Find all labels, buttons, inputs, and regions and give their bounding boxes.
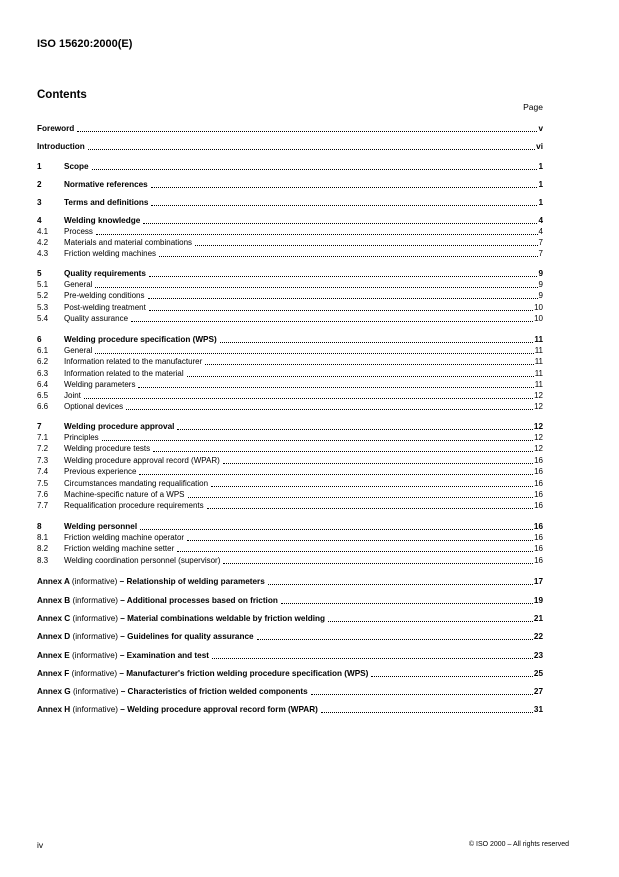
toc-entry-number: 6.6 — [37, 402, 49, 411]
toc-entry-informative-tag: (informative) — [72, 687, 119, 696]
toc-entry-title — [64, 369, 184, 379]
toc-entry-title — [37, 124, 74, 134]
toc-entry-title-text: Information related to the material — [64, 369, 184, 378]
toc-entry[interactable] — [37, 227, 543, 237]
toc-entry-number: 8.1 — [37, 533, 49, 542]
toc-entry-title — [64, 216, 140, 226]
toc-entry-title-text: Welding coordination personnel (supervisor) — [64, 556, 221, 565]
toc-entry-page: 9 — [538, 291, 543, 300]
toc-dot-leader — [328, 620, 533, 622]
toc-entry-page: 17 — [533, 577, 543, 586]
toc-entry-page: 4 — [538, 216, 543, 225]
toc-entry[interactable] — [37, 651, 543, 661]
toc-entry[interactable] — [37, 456, 543, 466]
toc-entry[interactable] — [37, 596, 543, 606]
toc-entry[interactable] — [37, 124, 543, 134]
toc-entry-number: 8.2 — [37, 544, 49, 553]
toc-entry[interactable] — [37, 402, 543, 412]
toc-entry[interactable] — [37, 687, 543, 697]
toc-entry[interactable] — [37, 533, 543, 543]
toc-entry-title — [37, 577, 265, 587]
toc-entry[interactable] — [37, 162, 543, 172]
toc-entry-page: 19 — [533, 596, 543, 605]
toc-entry-page: 23 — [533, 651, 543, 660]
toc-dot-leader — [187, 539, 533, 541]
toc-entry[interactable] — [37, 490, 543, 500]
toc-entry-informative-tag: (informative) — [71, 577, 118, 586]
toc-entry-page: 11 — [534, 369, 543, 378]
toc-dot-leader — [148, 297, 538, 299]
toc-entry[interactable] — [37, 291, 543, 301]
toc-entry-page: 12 — [533, 422, 543, 431]
toc-entry-number: 8 — [37, 522, 42, 531]
toc-entry-title-text: Materials and material combinations — [64, 238, 193, 247]
toc-entry-number: 5.2 — [37, 291, 49, 300]
toc-entry[interactable] — [37, 614, 543, 624]
document-id-header: ISO 15620:2000(E) — [37, 38, 133, 50]
toc-entry-page: 12 — [534, 444, 543, 453]
toc-dot-leader — [321, 711, 533, 713]
toc-entry-title-text: Welding procedure approval record (WPAR) — [64, 456, 220, 465]
toc-entry-number: 1 — [37, 162, 42, 171]
toc-entry-page: 11 — [534, 346, 543, 355]
toc-dot-leader — [220, 341, 534, 343]
toc-entry[interactable] — [37, 249, 543, 259]
toc-entry-title — [64, 544, 174, 554]
toc-entry[interactable] — [37, 180, 543, 190]
toc-entry-number: 6.3 — [37, 369, 49, 378]
toc-entry-title — [64, 522, 137, 532]
toc-entry-number: 7 — [37, 422, 42, 431]
toc-entry-title — [64, 467, 136, 477]
toc-entry-page: 10 — [534, 303, 543, 312]
toc-entry-page: 31 — [533, 705, 543, 714]
toc-entry[interactable] — [37, 705, 543, 715]
toc-entry-title — [64, 198, 148, 208]
toc-entry-page: 11 — [534, 380, 543, 389]
toc-entry-number: 8.3 — [37, 556, 49, 565]
toc-entry-title-text: Annex C — [37, 614, 71, 623]
toc-entry-title-text: Terms and definitions — [64, 198, 149, 207]
toc-entry-annex-title: – Material combinations weldable by friction welding — [118, 614, 325, 623]
toc-entry[interactable] — [37, 380, 543, 390]
toc-entry[interactable] — [37, 335, 543, 345]
toc-entry-title — [64, 269, 146, 279]
toc-entry-title-text: Post-welding treatment — [64, 303, 146, 312]
toc-dot-leader — [149, 309, 533, 311]
toc-entry-title — [64, 238, 192, 248]
toc-entry-title-text: Optional devices — [64, 402, 124, 411]
toc-entry-title — [37, 669, 368, 679]
toc-entry-number: 4 — [37, 216, 42, 225]
toc-entry-annex-title: – Manufacturer's friction welding procedure specification (WPS) — [117, 669, 369, 678]
toc-entry-page: 16 — [534, 490, 543, 499]
toc-entry-title-text: Annex D — [37, 632, 71, 641]
toc-dot-leader — [151, 204, 537, 206]
toc-entry-title-text: General — [64, 346, 93, 355]
toc-entry-page: 1 — [538, 198, 543, 207]
toc-entry-number: 7.5 — [37, 479, 49, 488]
toc-entry-number: 6.2 — [37, 357, 49, 366]
toc-entry-number: 7.3 — [37, 456, 49, 465]
toc-entry-title-text: Pre-welding conditions — [64, 291, 145, 300]
toc-entry[interactable] — [37, 238, 543, 248]
toc-entry-page: 16 — [534, 479, 543, 488]
toc-entry-title — [64, 380, 135, 390]
toc-entry-number: 7.4 — [37, 467, 49, 476]
toc-entry-title — [37, 632, 254, 642]
toc-dot-leader — [139, 473, 533, 475]
toc-entry-title — [64, 433, 99, 443]
toc-dot-leader — [77, 130, 537, 132]
toc-entry-title-text: Friction welding machine setter — [64, 544, 175, 553]
toc-entry[interactable] — [37, 216, 543, 226]
toc-dot-leader — [92, 168, 538, 170]
toc-entry-informative-tag: (informative) — [72, 632, 118, 641]
toc-entry-title-text: Previous experience — [64, 467, 137, 476]
toc-dot-leader — [223, 562, 533, 564]
toc-entry-title — [64, 346, 92, 356]
toc-dot-leader — [205, 363, 533, 365]
toc-entry-page: 9 — [538, 280, 543, 289]
toc-entry[interactable] — [37, 577, 543, 587]
toc-entry-page: 16 — [534, 467, 543, 476]
toc-entry-title — [64, 280, 92, 290]
toc-entry-title — [64, 249, 156, 259]
toc-entry-title — [64, 227, 93, 237]
toc-dot-leader — [95, 352, 533, 354]
toc-entry-title — [64, 444, 150, 454]
toc-entry-page: 16 — [533, 522, 543, 531]
toc-dot-leader — [371, 675, 533, 677]
footer-copyright: © ISO 2000 – All rights reserved — [468, 841, 569, 848]
toc-entry-title — [64, 501, 204, 511]
toc-entry[interactable] — [37, 467, 543, 477]
toc-entry-title-text: Normative references — [64, 180, 148, 189]
toc-entry-title-text: Requalification procedure requirements — [64, 501, 204, 510]
toc-entry-title-text: Process — [64, 227, 93, 236]
toc-entry-title-text: Welding procedure specification (WPS) — [64, 335, 217, 344]
toc-entry-page: 7 — [538, 249, 543, 258]
toc-entry[interactable] — [37, 422, 543, 432]
toc-entry-title-text: Principles — [64, 433, 99, 442]
toc-entry-title-text: Foreword — [37, 124, 75, 133]
toc-dot-leader — [212, 657, 533, 659]
toc-entry-title-text: Annex E — [37, 651, 70, 660]
toc-entry-title — [64, 180, 148, 190]
toc-entry-informative-tag: (informative) — [71, 669, 118, 678]
toc-entry-title — [37, 705, 318, 715]
toc-entry-page: 11 — [534, 357, 543, 366]
toc-entry-title-text: Welding personnel — [64, 522, 138, 531]
toc-dot-leader — [140, 528, 533, 530]
toc-entry-page: 10 — [534, 314, 543, 323]
toc-entry[interactable] — [37, 669, 543, 679]
toc-entry-title-text: Welding procedure approval — [64, 422, 175, 431]
toc-entry-number: 4.3 — [37, 249, 49, 258]
toc-dot-leader — [138, 386, 533, 388]
toc-entry[interactable] — [37, 357, 543, 367]
toc-entry-title-text: Introduction — [37, 142, 85, 151]
toc-entry-annex-title: – Examination and test — [117, 651, 209, 660]
toc-entry-number: 3 — [37, 198, 42, 207]
toc-entry[interactable] — [37, 556, 543, 566]
toc-entry-title — [64, 533, 184, 543]
toc-entry-title — [37, 614, 325, 624]
toc-entry-informative-tag: (informative) — [72, 651, 118, 660]
toc-dot-leader — [177, 550, 533, 552]
toc-dot-leader — [223, 462, 533, 464]
toc-dot-leader — [311, 693, 533, 695]
toc-entry-page: 7 — [538, 238, 543, 247]
footer-page-number: iv — [37, 840, 44, 850]
toc-entry[interactable] — [37, 280, 543, 290]
toc-entry-title-text: Circumstances mandating requalification — [64, 479, 209, 488]
toc-entry-title-text: Joint — [64, 391, 81, 400]
toc-dot-leader — [96, 233, 538, 235]
toc-entry-title-text: Quality assurance — [64, 314, 129, 323]
toc-entry-number: 5.3 — [37, 303, 49, 312]
toc-entry-page: 12 — [534, 402, 543, 411]
toc-entry-annex-title: – Additional processes based on friction — [118, 596, 278, 605]
toc-dot-leader — [188, 496, 534, 498]
toc-entry-title-text: Scope — [64, 162, 89, 171]
toc-entry[interactable] — [37, 142, 543, 152]
toc-dot-leader — [102, 439, 533, 441]
toc-entry[interactable] — [37, 391, 543, 401]
toc-entry-number: 7.7 — [37, 501, 49, 510]
toc-entry-title — [64, 391, 81, 401]
toc-entry-annex-title: – Welding procedure approval record form (WPAR) — [118, 705, 318, 714]
toc-entry-page: 27 — [533, 687, 543, 696]
toc-entry-title — [64, 422, 174, 432]
toc-entry-title-text: General — [64, 280, 93, 289]
toc-entry-annex-title: – Guidelines for quality assurance — [118, 632, 254, 641]
toc-entry-title-text: Friction welding machines — [64, 249, 157, 258]
toc-entry-page: v — [538, 124, 543, 133]
toc-entry-title — [64, 357, 202, 367]
toc-entry-title-text: Annex A — [37, 577, 70, 586]
toc-dot-leader — [207, 507, 533, 509]
toc-dot-leader — [84, 397, 533, 399]
toc-dot-leader — [95, 286, 537, 288]
toc-entry[interactable] — [37, 632, 543, 642]
toc-entry-number: 6.1 — [37, 346, 49, 355]
toc-entry-title-text: Annex G — [37, 687, 71, 696]
toc-entry[interactable] — [37, 479, 543, 489]
toc-entry-title — [64, 162, 89, 172]
toc-entry-title — [64, 490, 185, 500]
toc-entry-title — [64, 314, 128, 324]
toc-entry-title-text: Welding knowledge — [64, 216, 141, 225]
toc-entry-number: 6.4 — [37, 380, 49, 389]
toc-entry[interactable] — [37, 198, 543, 208]
toc-entry-page: 16 — [534, 501, 543, 510]
toc-entry-number: 7.1 — [37, 433, 49, 442]
toc-entry-number: 7.6 — [37, 490, 49, 499]
toc-entry-number: 5.1 — [37, 280, 49, 289]
toc-entry-title — [64, 456, 220, 466]
toc-entry-page: vi — [536, 142, 543, 151]
toc-entry-page: 4 — [538, 227, 543, 236]
toc-dot-leader — [153, 450, 533, 452]
toc-entry-number: 7.2 — [37, 444, 49, 453]
toc-entry[interactable] — [37, 269, 543, 279]
toc-entry-number: 6.5 — [37, 391, 49, 400]
toc-entry-page: 12 — [534, 391, 543, 400]
toc-entry[interactable] — [37, 433, 543, 443]
toc-dot-leader — [151, 186, 538, 188]
toc-entry-title — [37, 687, 308, 697]
toc-entry-informative-tag: (informative) — [72, 596, 118, 605]
toc-entry-title-text: Machine-specific nature of a WPS — [64, 490, 185, 499]
toc-entry[interactable] — [37, 346, 543, 356]
toc-entry-title-text: Welding procedure tests — [64, 444, 151, 453]
toc-entry-title — [37, 142, 85, 152]
toc-entry[interactable] — [37, 522, 543, 532]
toc-entry-page: 16 — [534, 556, 543, 565]
page-column-label: Page — [523, 102, 543, 112]
toc-entry-page: 21 — [533, 614, 543, 623]
toc-entry-page: 1 — [538, 180, 543, 189]
toc-entry[interactable] — [37, 314, 543, 324]
toc-entry-title — [64, 291, 145, 301]
toc-dot-leader — [159, 255, 538, 257]
toc-dot-leader — [143, 222, 537, 224]
toc-entry-number: 4.1 — [37, 227, 49, 236]
toc-dot-leader — [177, 428, 532, 430]
toc-entry-title — [64, 479, 208, 489]
toc-dot-leader — [195, 244, 537, 246]
toc-dot-leader — [257, 638, 533, 640]
toc-entry-annex-title: – Characteristics of friction welded components — [118, 687, 308, 696]
toc-entry-page: 9 — [538, 269, 543, 278]
toc-entry-title-text: Quality requirements — [64, 269, 146, 278]
toc-dot-leader — [281, 602, 533, 604]
toc-entry-number: 6 — [37, 335, 42, 344]
toc-dot-leader — [268, 583, 533, 585]
toc-entry-page: 16 — [534, 544, 543, 553]
toc-dot-leader — [88, 148, 535, 150]
toc-dot-leader — [131, 320, 533, 322]
toc-entry-number: 5 — [37, 269, 42, 278]
toc-entry-title-text: Friction welding machine operator — [64, 533, 185, 542]
toc-entry-page: 16 — [534, 456, 543, 465]
toc-entry-title-text: Information related to the manufacturer — [64, 357, 203, 366]
toc-entry-annex-title: – Relationship of welding parameters — [117, 577, 265, 586]
toc-dot-leader — [149, 275, 538, 277]
toc-entry-number: 2 — [37, 180, 42, 189]
toc-entry[interactable] — [37, 444, 543, 454]
toc-entry-number: 4.2 — [37, 238, 49, 247]
toc-entry-title — [37, 596, 278, 606]
toc-entry-title — [64, 335, 217, 345]
toc-entry-title — [64, 402, 123, 412]
toc-entry-page: 22 — [533, 632, 543, 641]
toc-entry-title — [64, 303, 146, 313]
toc-entry-page: 11 — [534, 335, 543, 344]
toc-entry[interactable] — [37, 303, 543, 313]
toc-entry-page: 25 — [533, 669, 543, 678]
toc-entry[interactable] — [37, 369, 543, 379]
contents-title: Contents — [37, 89, 87, 101]
toc-entry-title-text: Annex H — [37, 705, 71, 714]
toc-entry-title-text: Welding parameters — [64, 380, 136, 389]
toc-entry-number: 5.4 — [37, 314, 49, 323]
toc-dot-leader — [187, 375, 534, 377]
toc-entry-title — [64, 556, 220, 566]
toc-dot-leader — [211, 485, 533, 487]
toc-entry-title-text: Annex B — [37, 596, 71, 605]
toc-entry[interactable] — [37, 501, 543, 511]
toc-entry-page: 1 — [538, 162, 543, 171]
toc-entry-title-text: Annex F — [37, 669, 70, 678]
toc-entry[interactable] — [37, 544, 543, 554]
toc-entry-informative-tag: (informative) — [72, 614, 118, 623]
toc-entry-title — [37, 651, 209, 661]
toc-entry-informative-tag: (informative) — [72, 705, 118, 714]
toc-entry-page: 12 — [534, 433, 543, 442]
toc-entry-page: 16 — [534, 533, 543, 542]
toc-dot-leader — [126, 408, 533, 410]
